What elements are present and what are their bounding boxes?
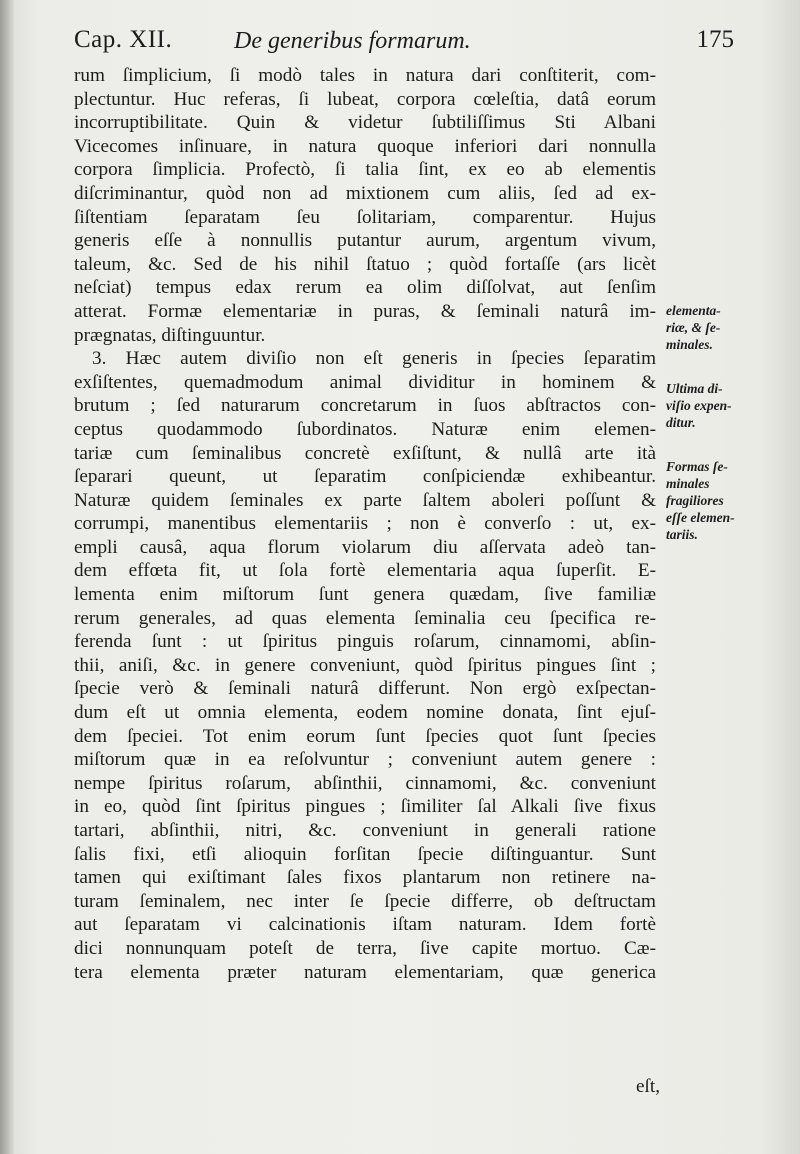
margin-note-line: tariis. [666,527,698,542]
text-line: empli causâ, aqua florum violarum diu aſſervata adeò tan- [74,536,656,558]
margin-note-line: ditur. [666,415,696,430]
margin-note-line: Formas ſe- [666,459,728,474]
running-header [74,26,734,62]
margin-note-line: fragiliores [666,493,724,508]
text-line: tera elementa præter naturam elementariam, quæ generica [74,961,656,983]
text-line: corrumpi, manentibus elementariis ; non è converſo : ut, ex- [74,513,656,535]
margin-note-line: viſio expen- [666,398,732,413]
text-line: prægnatas, diſtinguuntur. [74,324,266,346]
text-line: ſalis fixi, etſi alioquin forſitan ſpecie diſtinguantur. Sunt [74,843,656,865]
text-line: miſtorum quæ in ea reſolvuntur ; conveniunt autem genere : [74,749,656,771]
text-line: brutum ; ſed naturarum concretarum in ſuos abſtractos con- [74,395,656,417]
text-line: ceptus quodammodo ſubordinatos. Naturæ enim elemen- [74,418,656,440]
text-line: tariæ cum ſeminalibus concretè exſiſtunt, & nullâ arte ità [74,442,656,464]
text-line: incorruptibilitate. Quin & videtur ſubtiliſſimus Sti Albani [74,112,656,134]
margin-note-line: riæ, & ſe- [666,320,721,335]
margin-note-line: eſſe elemen- [666,510,735,525]
text-line: dici nonnunquam poteſt de terra, ſive capite mortuo. Cæ- [74,937,656,959]
text-line: thii, aniſi, &c. in genere conveniunt, quòd ſpiritus pingues ſint ; [74,654,656,676]
text-line: ſiſtentiam ſeparatam ſeu ſolitariam, comparentur. Hujus [74,206,656,228]
text-line: taleum, &c. Sed de his nihil ſtatuo ; quòd fortaſſe (ars licèt [74,253,656,275]
text-line: corpora ſimplicia. Profectò, ſi talia ſint, ex eo ab elementis [74,159,656,181]
text-line: 3. Hæc autem diviſio non eſt generis in ſpecies ſeparatim [92,348,656,370]
text-line: Naturæ quidem ſeminales ex parte ſaltem aboleri poſſunt & [74,489,656,511]
text-line: neſciat) tempus edax rerum ea olim diſſolvat, aut ſenſim [74,277,656,299]
text-line: in eo, quòd ſint ſpiritus pingues ; ſimiliter ſal Alkali ſive fixus [74,796,656,818]
chapter-label: Cap. XII. [74,26,173,53]
page-gutter-shadow [0,0,14,1154]
text-line: atterat. Formæ elementariæ in puras, & ſeminali naturâ im- [74,300,656,322]
text-line: dem effœta fit, ut ſola fortè elementaria aqua ſuperſit. E- [74,560,656,582]
margin-note-line: minales [666,476,710,491]
text-line: ſpecie verò & ſeminali naturâ differunt. Non ergò exſpectan- [74,678,656,700]
text-line: exſiſtentes, quemadmodum animal dividitur in hominem & [74,371,656,393]
margin-note-line: elementa- [666,303,721,318]
text-line: ſeparari queunt, ut ſeparatim conſpiciendæ exhibeantur. [74,466,656,488]
margin-note-line: Ultima di- [666,381,723,396]
text-line: tamen qui exiſtimant ſales fixos plantarum non retinere na- [74,867,656,889]
text-line: aut ſeparatam vi calcinationis iſtam naturam. Idem fortè [74,914,656,936]
text-line: dum eſt ut omnia elementa, eodem nomine donata, ſint ejuſ- [74,702,656,724]
text-line: nempe ſpiritus roſarum, abſinthii, cinnamomi, &c. conveniunt [74,772,656,794]
margin-note-ultima-divisio [666,380,796,431]
text-line: rerum generales, ad quas elementa ſeminalia ceu ſpecifica re- [74,607,656,629]
text-line: diſcriminantur, quòd non ad mixtionem cum aliis, ſed ad ex- [74,182,656,204]
text-line: lementa enim miſtorum ſunt genera quædam, ſive familiæ [74,584,656,606]
text-line: rum ſimplicium, ſi modò tales in natura dari conſtiterit, com- [74,65,656,86]
margin-note-line: minales. [666,337,713,352]
text-line: dem ſpeciei. Tot enim eorum ſunt ſpecies quot ſunt ſpecies [74,725,656,747]
text-line: turam ſeminalem, nec inter ſe ſpecie differre, ob deſtructam [74,890,656,912]
running-title: De generibus formarum. [234,28,471,54]
margin-note-elementariae [666,302,796,353]
text-line: tartari, abſinthii, nitri, &c. conveniunt in generali ratione [74,820,656,841]
catchword: eſt, [636,1076,660,1097]
text-line: plectuntur. Huc referas, ſi lubeat, corpora cœleſtia, datâ eorum [74,88,656,110]
text-line: Vicecomes inſinuare, in natura quoque inferiori dari nonnulla [74,135,656,157]
margin-note-formas-seminales [666,458,796,543]
page-number: 175 [696,26,734,53]
text-line: generis eſſe à nonnullis putantur aurum, argentum vivum, [74,230,656,252]
body-text [74,64,656,984]
text-line: ferenda ſunt : ut ſpiritus pinguis roſarum, cinnamomi, abſin- [74,631,656,653]
